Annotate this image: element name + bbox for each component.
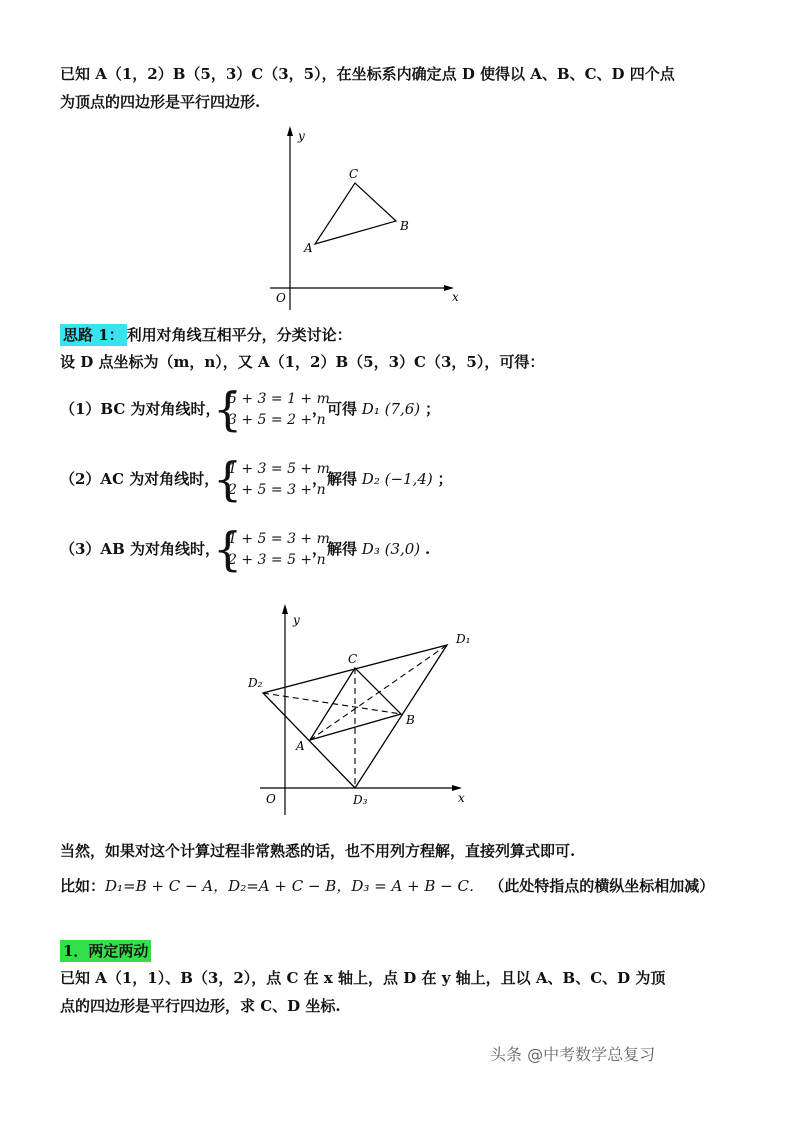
case-2-eq1: 1 + 3 = 5 + m [228,461,330,477]
watermark: 头条 @中考数学总复习 [490,1045,656,1064]
case-2-verb: ，解得 [312,470,358,488]
case-1-verb: ，可得 [312,400,358,418]
point-d1-label: D₁ [456,632,471,646]
remark-note: （此处特指点的横纵坐标相加减） [489,877,715,895]
approach-title: 利用对角线互相平分，分类讨论： [126,326,352,344]
case-3-eq2: 2 + 3 = 5 + n [228,552,326,568]
remark-prefix: 比如： [60,877,106,895]
point-c-label: C [349,167,359,181]
case-3-label: （3）AB 为对角线时， [60,540,220,558]
triangle-d1-d2-d3 [263,645,447,788]
case-2-eq2: 2 + 5 = 3 + n [228,482,326,498]
remark-line-1: 当然，如果对这个计算过程非常熟悉的话，也不用列方程解，直接列算式即可. [60,842,576,860]
case-2-brace: { [213,452,243,506]
approach-tag: 思路 1： [60,324,127,346]
case-3-brace: { [213,522,243,576]
case-1-eq1: 5 + 3 = 1 + m [228,391,330,407]
figure-parallelograms [240,600,480,820]
section-line-1: 已知 A（1，1）、B（3，2），点 C 在 x 轴上，点 D 在 y 轴上，且以 A、B、C、D 为顶 [60,969,666,987]
approach-heading [60,325,352,345]
section-line-2: 点的四边形是平行四边形，求 C、D 坐标. [60,997,341,1015]
section-heading-text: 1．两定两动 [60,940,151,962]
figure-triangle-abc [260,120,470,315]
triangle-abc [315,183,396,244]
case-1-label: （1）BC 为对角线时， [60,400,221,418]
case-3-point: D₃ (3,0) [361,540,421,558]
origin-label: O [276,291,286,305]
origin-label: O [266,792,276,806]
case-2-result [312,468,453,489]
y-axis-label: y [298,129,305,143]
case-3-verb: ，解得 [312,540,358,558]
point-d3-label: D₃ [353,793,368,807]
diagonal-d2-b [263,693,401,714]
case-1-eq2: 3 + 5 = 2 + n [228,412,326,428]
section-heading [60,941,151,961]
case-2-end: ； [437,470,453,488]
case-1-brace: { [213,382,243,436]
y-axis-label: y [293,613,300,627]
problem-line-1: 已知 A（1，2）B（5，3）C（3，5），在坐标系内确定点 D 使得以 A、B、C、D 四个点 [60,65,675,83]
case-1-end: ； [424,400,440,418]
case-2-point: D₂ (−1,4) [361,470,433,488]
dashed-diagonals [263,645,447,788]
point-a-label: A [296,739,305,753]
point-a-label: A [304,241,313,255]
x-axis-label: x [452,290,459,304]
case-2-label: （2）AC 为对角线时， [60,470,220,488]
y-axis-arrow [287,126,293,136]
case-3-end: . [424,540,431,558]
case-3-result [312,538,430,559]
point-c-label: C [348,652,358,666]
diagonal-a-d1 [310,645,447,740]
remark-formula: D₁=B + C − A，D₂=A + C − B，D₃ = A + B − C． [105,877,485,895]
point-b-label: B [400,219,409,233]
case-3-eq1: 1 + 5 = 3 + m [228,531,330,547]
approach-setup: 设 D 点坐标为（m，n），又 A（1，2）B（5，3）C（3，5），可得： [60,353,545,371]
point-d2-label: D₂ [248,676,263,690]
y-axis-arrow [282,604,288,614]
case-1-point: D₁ (7,6) [361,400,421,418]
remark-line-2 [60,876,714,896]
point-b-label: B [406,713,415,727]
x-axis-label: x [458,791,465,805]
case-1-result [312,398,440,419]
problem-line-2: 为顶点的四边形是平行四边形. [60,93,261,111]
